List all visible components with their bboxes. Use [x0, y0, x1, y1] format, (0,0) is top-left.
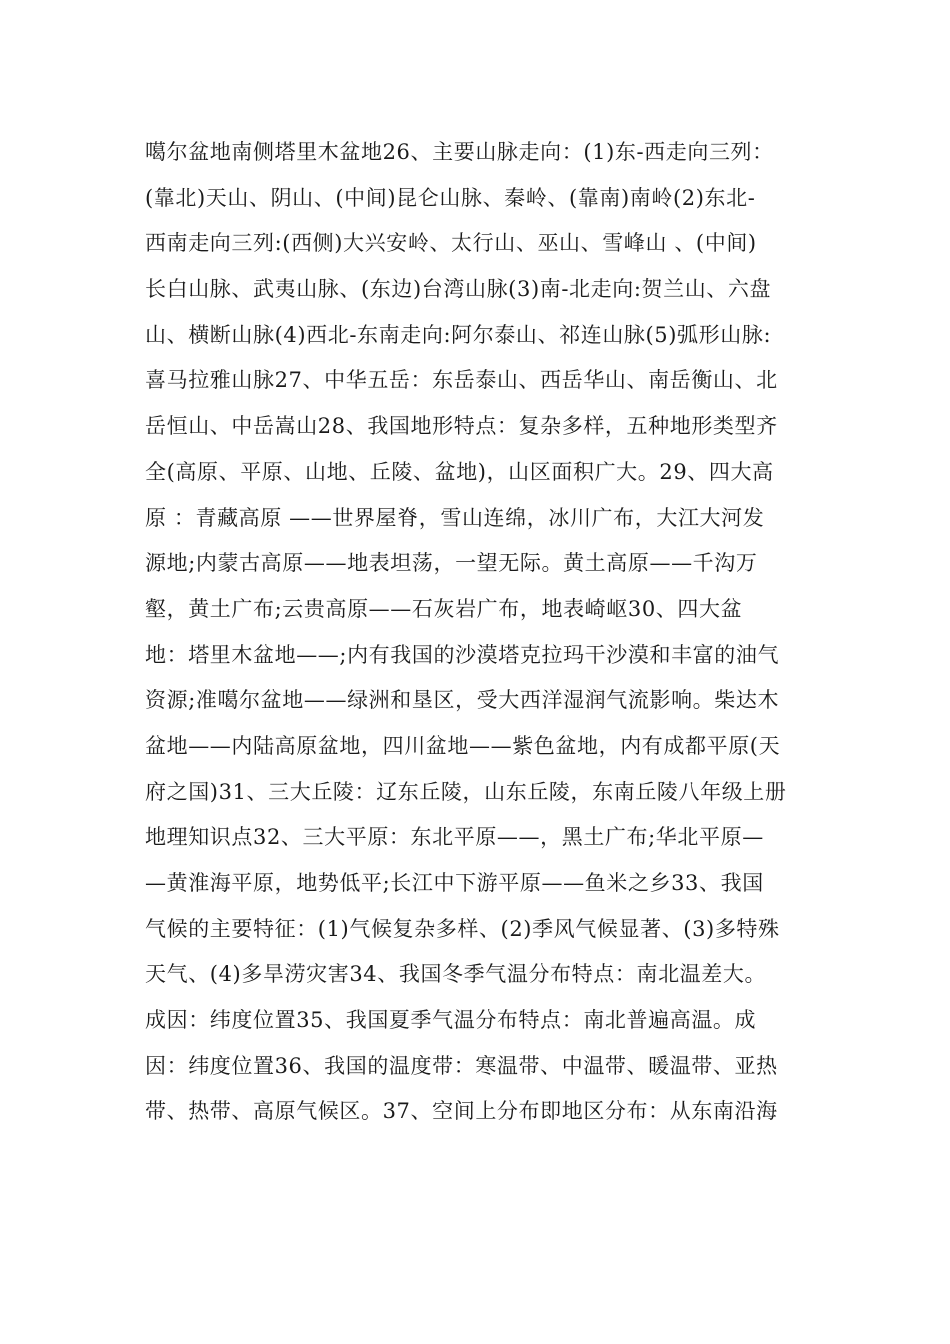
text-line: 盆地——内陆高原盆地，四川盆地——紫色盆地，内有成都平原(天 — [145, 733, 781, 758]
text-line: (靠北)天山、阴山、(中间)昆仑山脉、秦岭、(靠南)南岭(2)东北- — [145, 185, 756, 210]
text-line: —黄淮海平原，地势低平;长江中下游平原——鱼米之乡33、我国 — [145, 871, 764, 895]
body-text — [145, 130, 815, 1135]
text-line: 带、热带、高原气候区。37、空间上分布即地区分布：从东南沿海 — [145, 1099, 778, 1124]
text-line: 长白山脉、武夷山脉、(东边)台湾山脉(3)南-北走向:贺兰山、六盘 — [145, 277, 772, 302]
text-line: 地：塔里木盆地——;内有我国的沙漠塔克拉玛干沙漠和丰富的油气 — [145, 642, 780, 667]
text-line: 原 ：青藏高原 ——世界屋脊，雪山连绵，冰川广布，大江大河发 — [145, 505, 765, 530]
text-line: 岳恒山、中岳嵩山28、我国地形特点：复杂多样，五种地形类型齐 — [145, 414, 778, 439]
text-line: 天气、(4)多旱涝灾害34、我国冬季气温分布特点：南北温差大。 — [145, 962, 767, 987]
text-line: 因：纬度位置36、我国的温度带：寒温带、中温带、暖温带、亚热 — [145, 1053, 778, 1078]
text-line: 喜马拉雅山脉27、中华五岳：东岳泰山、西岳华山、南岳衡山、北 — [145, 368, 778, 393]
text-line: 西南走向三列:(西侧)大兴安岭、太行山、巫山、雪峰山 、(中间) — [145, 231, 757, 256]
text-line: 源地;内蒙古高原——地表坦荡，一望无际。黄土高原——千沟万 — [145, 551, 758, 576]
text-line: 全(高原、平原、山地、丘陵、盆地)，山区面积广大。29、四大高 — [145, 459, 774, 484]
text-line: 噶尔盆地南侧塔里木盆地26、主要山脉走向：(1)东-西走向三列： — [145, 140, 774, 164]
text-line: 府之国)31、三大丘陵：辽东丘陵，山东丘陵，东南丘陵八年级上册 — [145, 779, 787, 804]
text-line: 山、横断山脉(4)西北-东南走向:阿尔泰山、祁连山脉(5)弧形山脉: — [145, 322, 772, 347]
text-line: 气候的主要特征：(1)气候复杂多样、(2)季风气候显著、(3)多特殊 — [145, 916, 780, 941]
text-line: 成因：纬度位置35、我国夏季气温分布特点：南北普遍高温。成 — [145, 1008, 757, 1033]
text-line: 壑，黄土广布;云贵高原——石灰岩广布，地表崎岖30、四大盆 — [145, 596, 743, 621]
text-line: 资源;准噶尔盆地——绿洲和垦区，受大西洋湿润气流影响。柴达木 — [145, 688, 780, 713]
text-line: 地理知识点32、三大平原：东北平原——，黑土广布;华北平原— — [145, 825, 764, 850]
